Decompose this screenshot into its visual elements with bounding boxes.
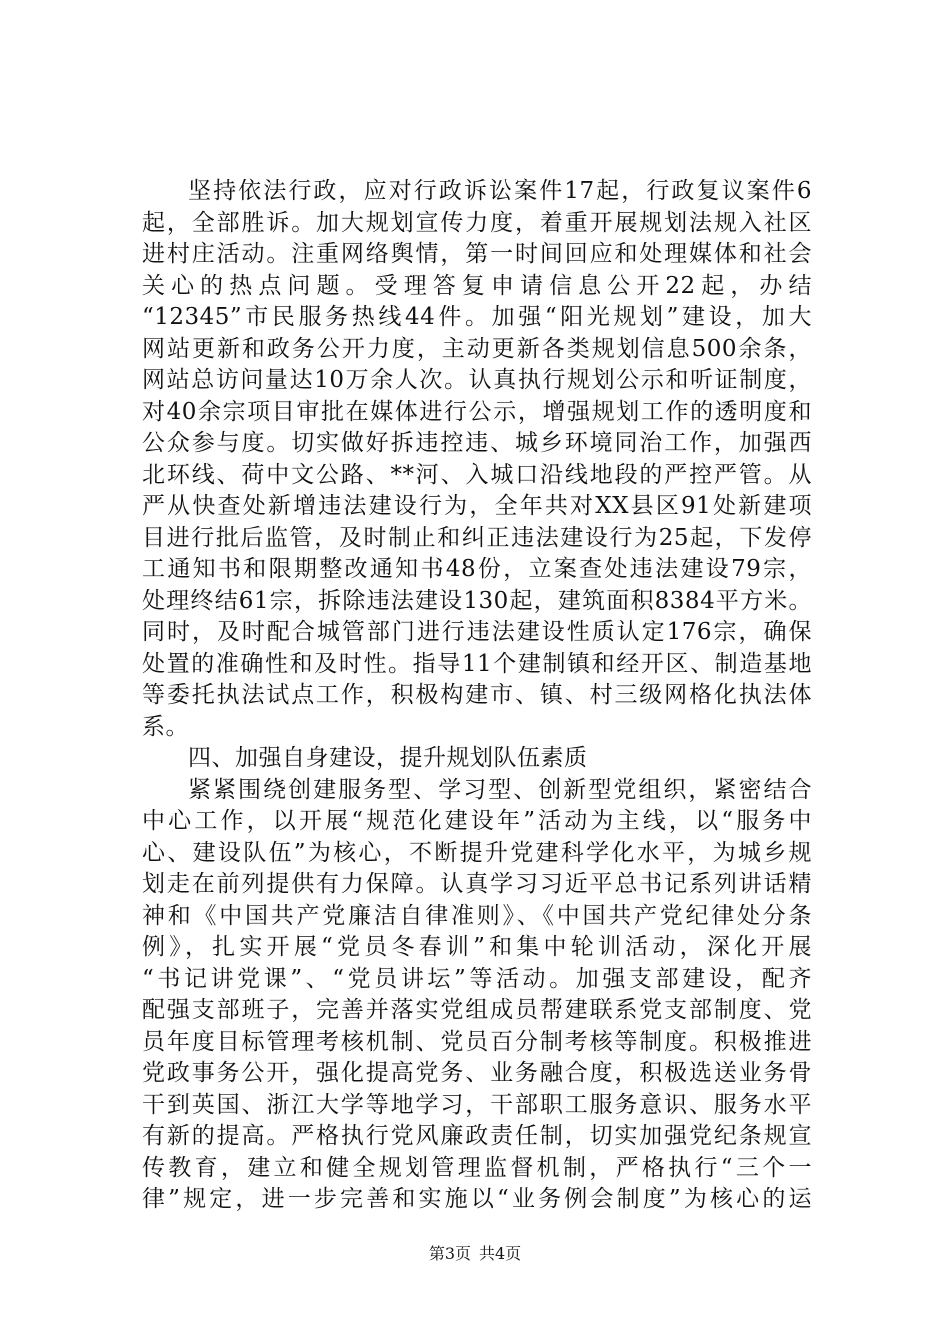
text-line: 公众参与度。切实做好拆违控违、城乡环境同治工作，加强西 xyxy=(142,430,812,456)
text-line: 划走在前列提供有力保障。认真学习习近平总书记系列讲话精 xyxy=(142,871,812,897)
text-line: 关心的热点问题。受理答复申请信息公开22起，办结 xyxy=(142,272,812,299)
text-line: 有新的提高。严格执行党风廉政责任制，切实加强党纪条规宣 xyxy=(142,1123,812,1149)
text-line: “12345”市民服务热线44件。加强“阳光规划”建设，加大 xyxy=(142,304,812,330)
text-line: 处理终结61宗，拆除违法建设130起，建筑面积8384平方米。 xyxy=(142,587,812,614)
text-line: 干到英国、浙江大学等地学习，干部职工服务意识、服务水平 xyxy=(142,1091,812,1118)
text-line: 严从快查处新增违法建设行为，全年共对XX县区91处新建项 xyxy=(142,493,812,519)
text-line: 神和《中国共产党廉洁自律准则》、《中国共产党纪律处分条 xyxy=(142,902,812,929)
text-line: 坚持依法行政，应对行政诉讼案件17起，行政复议案件6 xyxy=(188,178,812,204)
text-line: 处置的准确性和及时性。指导11个建制镇和经开区、制造基地 xyxy=(142,650,812,677)
text-line: 进村庄活动。注重网络舆情，第一时间回应和处理媒体和社会 xyxy=(142,241,812,267)
text-line: 系。 xyxy=(142,713,189,740)
text-line: 传教育，建立和健全规划管理监督机制，严格执行“三个一 xyxy=(142,1154,812,1181)
text-line: 四、加强自身建设，提升规划队伍素质 xyxy=(188,745,588,771)
document-body xyxy=(142,176,812,1216)
text-line: 起，全部胜诉。加大规划宣传力度，着重开展规划法规入社区 xyxy=(142,209,812,236)
page-footer xyxy=(0,1244,950,1264)
text-line: 心、建设队伍”为核心，不断提升党建科学化水平，为城乡规 xyxy=(142,839,812,866)
text-line: 紧紧围绕创建服务型、学习型、创新型党组织，紧密结合 xyxy=(188,776,812,803)
text-line: 网站更新和政务公开力度，主动更新各类规划信息500余条， xyxy=(142,335,812,362)
text-line: 律”规定，进一步完善和实施以“业务例会制度”为核心的运 xyxy=(142,1186,812,1212)
text-line: 等委托执法试点工作，积极构建市、镇、村三级网格化执法体 xyxy=(142,682,812,708)
text-line: 配强支部班子，完善并落实党组成员帮建联系党支部制度、党 xyxy=(142,997,812,1023)
text-line: 党政事务公开，强化提高党务、业务融合度，积极选送业务骨 xyxy=(142,1060,812,1086)
text-line: 中心工作，以开展“规范化建设年”活动为主线，以“服务中 xyxy=(142,808,812,834)
page-total: 共4页 xyxy=(479,1244,522,1263)
text-line: 工通知书和限期整改通知书48份，立案查处违法建设79宗， xyxy=(142,556,812,582)
text-line: “书记讲党课”、“党员讲坛”等活动。加强支部建设，配齐 xyxy=(142,965,812,992)
text-line: 北环线、荷中文公路、**河、入城口沿线地段的严控严管。从 xyxy=(142,461,812,488)
text-line: 员年度目标管理考核机制、党员百分制考核等制度。积极推进 xyxy=(142,1028,812,1055)
text-line: 例》，扎实开展“党员冬春训”和集中轮训活动，深化开展 xyxy=(142,934,812,960)
text-line: 同时，及时配合城管部门进行违法建设性质认定176宗，确保 xyxy=(142,619,812,645)
text-line: 对40余宗项目审批在媒体进行公示，增强规划工作的透明度和 xyxy=(142,398,812,425)
text-line: 网站总访问量达10万余人次。认真执行规划公示和听证制度， xyxy=(142,367,812,393)
text-line: 目进行批后监管，及时制止和纠正违法建设行为25起，下发停 xyxy=(142,524,812,551)
page-number: 第3页 xyxy=(428,1244,471,1263)
